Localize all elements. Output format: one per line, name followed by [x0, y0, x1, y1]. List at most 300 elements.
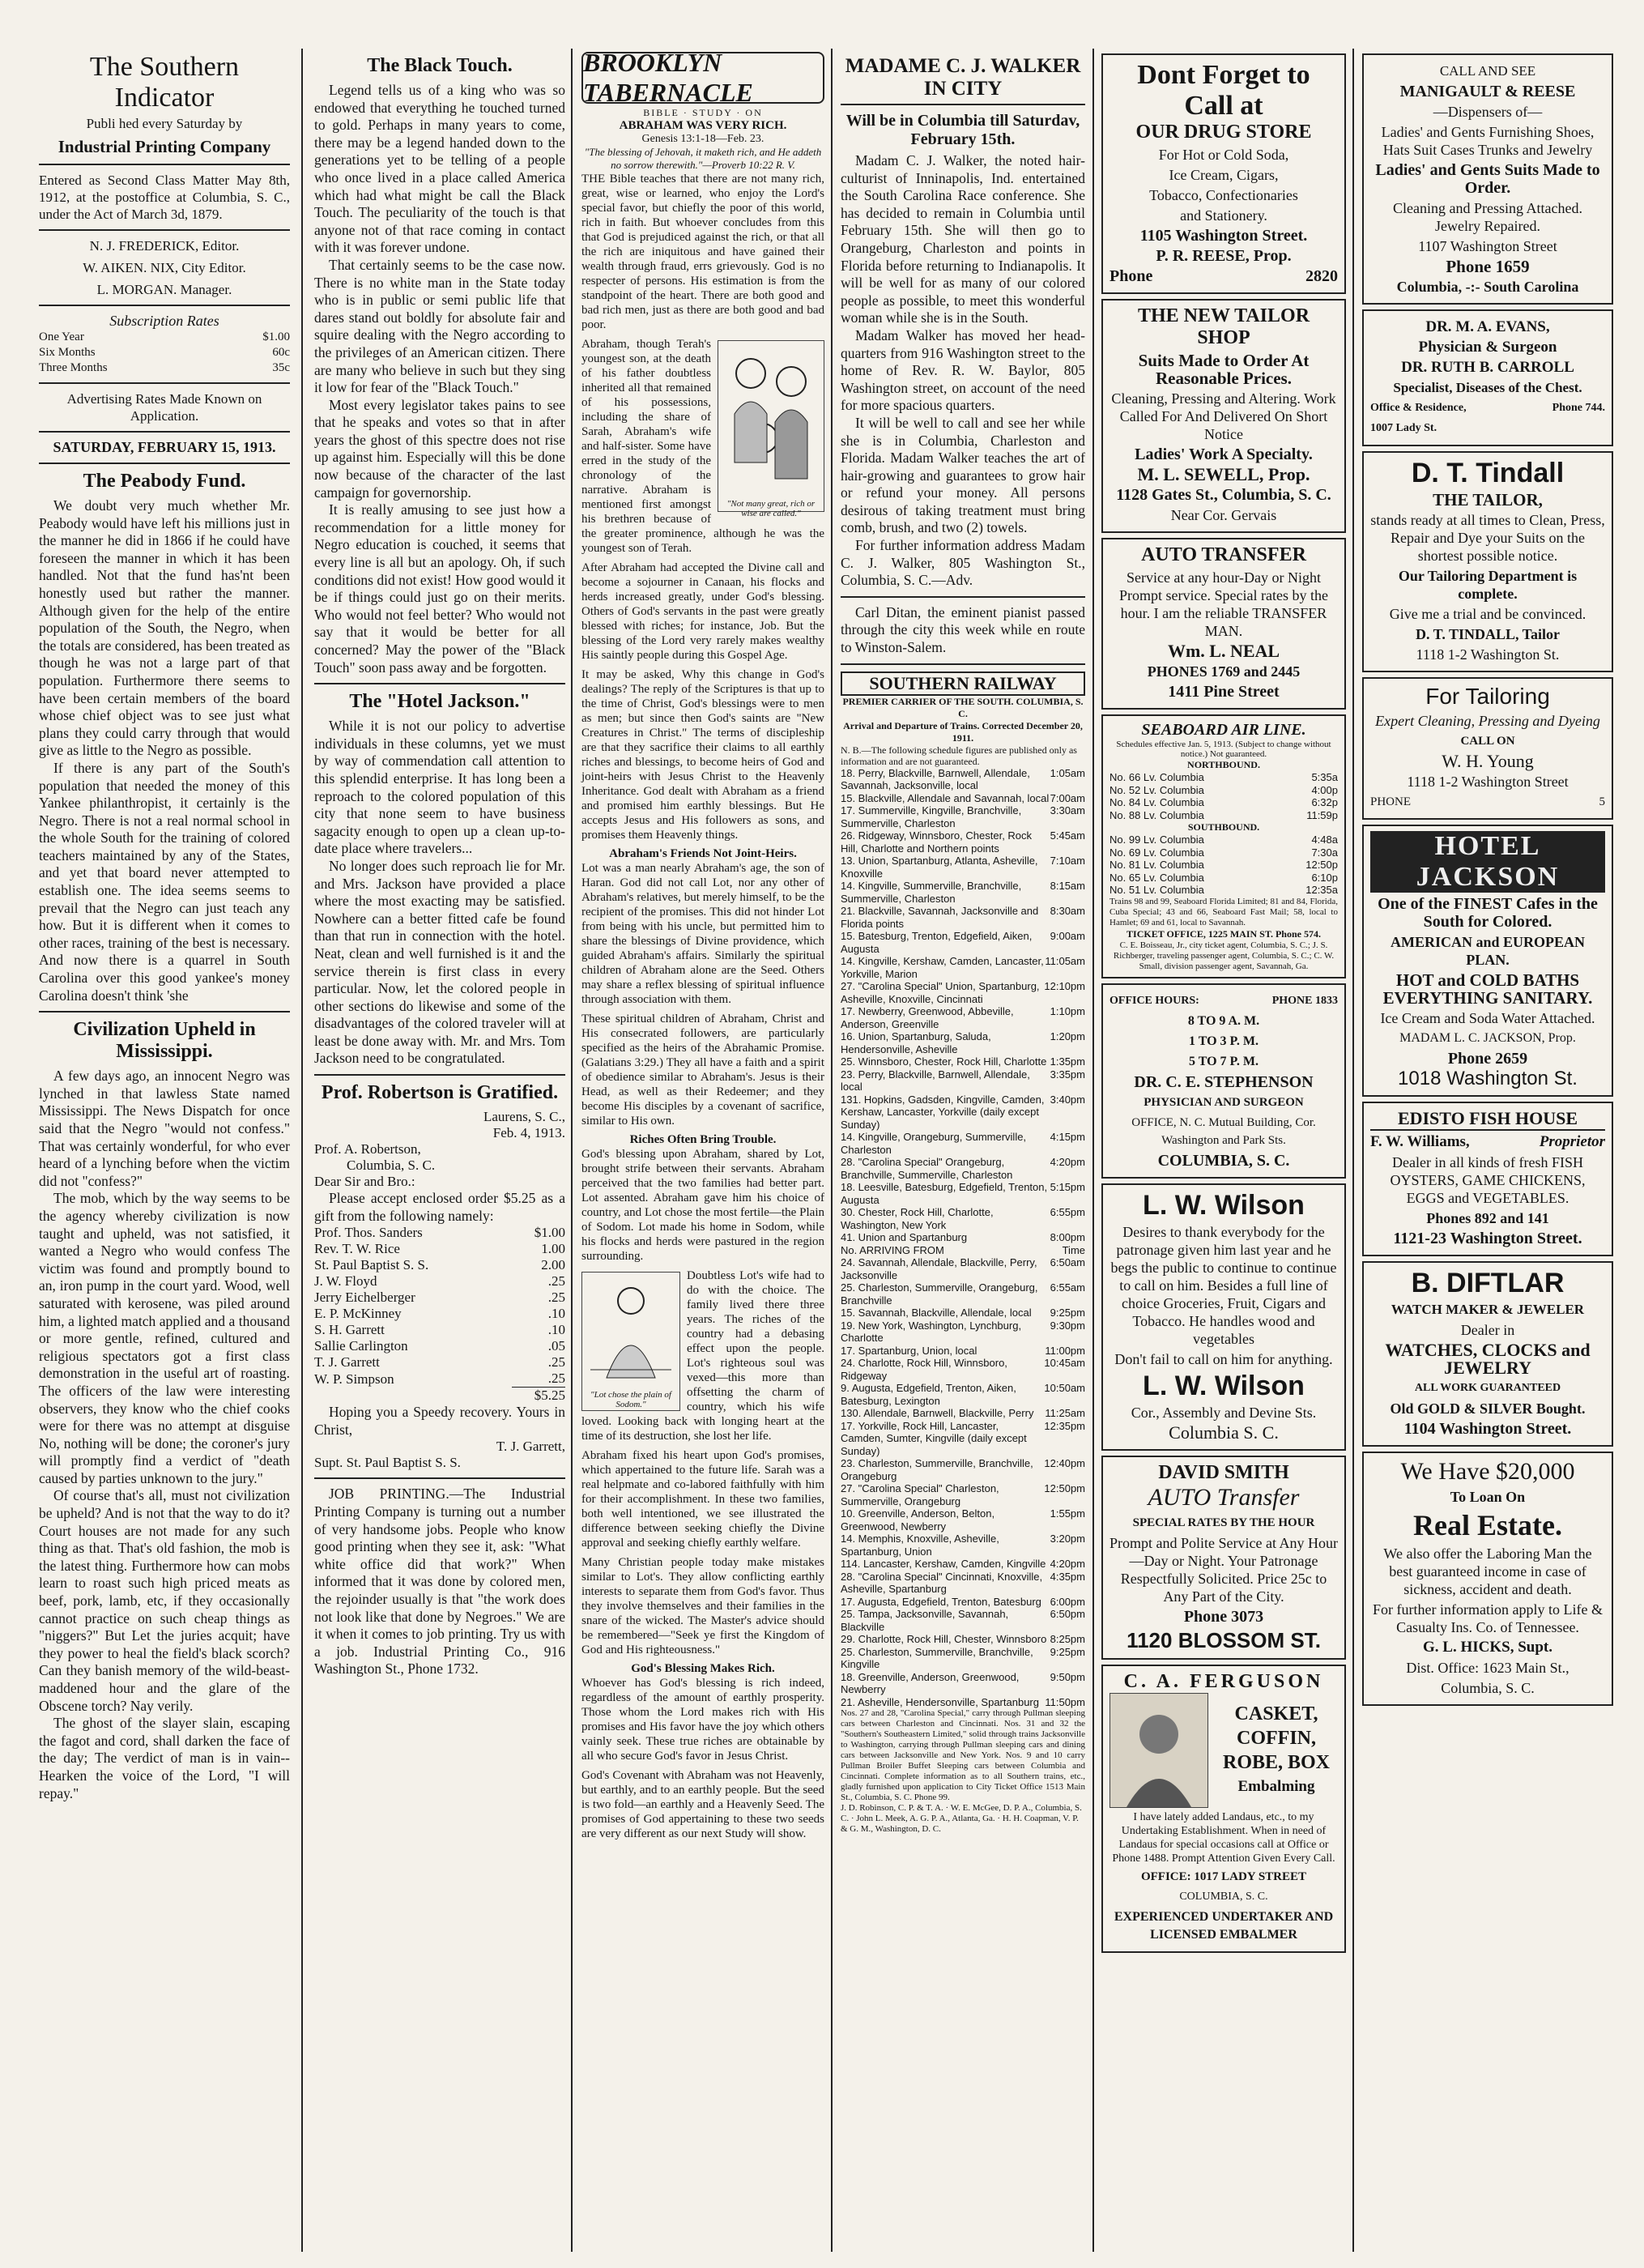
rates-title: Subscription Rates: [109, 313, 219, 329]
schedule-time: 1:10pm: [1050, 1005, 1085, 1018]
ad-line: CASKET,: [1234, 1703, 1318, 1724]
ad-headline: L. W. Wilson: [1143, 1370, 1305, 1401]
schedule-time: 12:35pm: [1044, 1419, 1085, 1432]
masthead-pub: Publi hed every Saturday by: [86, 116, 243, 131]
ad-address: 1104 Washington Street.: [1403, 1420, 1572, 1438]
illustration-figures: [718, 340, 824, 518]
illustration-caption: "Not many great, rich or wise are called.": [726, 499, 816, 518]
ad-line: Specialist, Diseases of the Chest.: [1393, 380, 1582, 395]
schedule-row: [841, 1696, 1085, 1709]
sermon-body: God's blessing upon Abraham, shared by Lot, brought strife between their servants. Abraham perceived that the two families had better part. Lot assented. Abraham gave him his choice of country, and Lot chose the most fertile—the Plain of Sodom. Lot made his home in Sodom, while his flocks and herds were pastured in the region surrounding.: [581, 1148, 824, 1263]
schedule-time: 7:30a: [1311, 846, 1338, 859]
schedule-destination: 25. Winnsboro, Chester, Rock Hill, Charlotte: [841, 1055, 1047, 1068]
column-rule: [301, 49, 303, 2252]
ad-line: stands ready at all times to Clean, Press, Repair and Dye your Suits on the shortest possible notice.: [1370, 512, 1605, 564]
schedule-time: 1:35pm: [1050, 1055, 1085, 1068]
schedule-time: 4:00p: [1311, 783, 1338, 796]
schedule-destination: 17. Spartanburg, Union, local: [841, 1344, 977, 1357]
schedule-row: [841, 905, 1085, 930]
schedule-row: [1109, 771, 1338, 784]
diftlar-ad: [1362, 1261, 1613, 1447]
schedule-destination: 21. Blackville, Savannah, Jacksonville and Florida points: [841, 905, 1039, 930]
ad-line: Ladies' Work A Specialty.: [1135, 446, 1313, 463]
schedule-row: [841, 1206, 1085, 1231]
ad-address: Cor., Assembly and Devine Sts.: [1131, 1404, 1317, 1421]
sermon-body: Many Christian people today make mistakes similar to Lot's. They allow conflicting earthly interests to separate them from God's favor. Thus they involve themselves and their families in the snare of the wicked. The Master's advice should be remembered—"Seek ye first the Kingdom of God and His righteousness.": [581, 1556, 824, 1656]
ad-line: CALL AND SEE: [1439, 63, 1536, 79]
drugstore-ad: [1101, 53, 1346, 294]
schedule-destination: 130. Allendale, Barnwell, Blackville, Perry: [841, 1407, 1034, 1420]
ad-subhead: Expert Cleaning, Pressing and Dyeing: [1375, 713, 1600, 729]
loan-ad: [1362, 1452, 1613, 1706]
ad-proprietor: M. L. SEWELL, Prop.: [1137, 464, 1310, 484]
editor-1: N. J. FREDERICK, Editor.: [89, 238, 240, 254]
schedule-destination: 16. Union, Spartanburg, Saluda, Hendersonville, Asheville: [841, 1030, 991, 1055]
sermon-body: Lot was a man nearly Abraham's age, the son of Haran. God did not call Lot, nor any other of Abraham's relatives, but merely himself, to be the recipient of the promises. This did not hinder Lot from being with his uncle, but permitted him to share the blessings of Divine providence, which guided Abraham's affairs. Similarly the spiritual children of Abraham alone are the Seed. Others may share a reflex blessing of spiritual influence through association with them.: [581, 862, 824, 1006]
donor-row: E. P. McKinney .10: [314, 1306, 565, 1322]
article-body: Madam Walker has moved her head-quarters from 916 Washington street to the home of Rev. R. W. Baylor, 805 Washington street, on account of the need for more spacious quarters.: [841, 326, 1085, 414]
schedule-row: [841, 1231, 1085, 1244]
schedule-time: 1:20pm: [1050, 1030, 1085, 1043]
ad-line: COFFIN,: [1237, 1727, 1316, 1749]
schedule-row: [841, 1357, 1085, 1382]
ad-phone: Phone 3073: [1183, 1607, 1264, 1626]
schedule-time: 10:50am: [1044, 1382, 1085, 1395]
donor-row: J. W. Floyd .25: [314, 1273, 565, 1290]
schedule-time: 6:10p: [1311, 871, 1338, 884]
schedule-row: [1109, 884, 1338, 897]
masthead-title: The Southern Indicator: [89, 52, 240, 113]
schedule-destination: 114. Lancaster, Kershaw, Camden, Kingville: [841, 1558, 1046, 1571]
ad-line: —Dispensers of—: [1433, 104, 1543, 120]
ad-line: Ladies' and Gents Furnishing Shoes, Hats Suit Cases Trunks and Jewelry: [1381, 124, 1595, 158]
rate-row: Three Months 35c: [39, 361, 290, 374]
ad-proprietor: DR. C. E. STEPHENSON: [1134, 1072, 1314, 1091]
schedule-row: [841, 1633, 1085, 1646]
schedule-row: [841, 1068, 1085, 1094]
article-body: The mob, which by the way seems to be the agency whereby civilization is now taught and upheld, was not satisfied, it wanted a Negro who would confess The victim was found and promptly bound to an, iron pump in the court yard. Wood, well saturated with kerosene, was piled around him, a lighted match applied and a thousand or more gentle, refined, cultured and religious spectators got a first class demonstration in the useful art of roasting. The officers of the law were interesting observers, they know who the chief cooks were for there was no attempt at disguise No, nothing will be done; the coroner's jury will promptly find a verdict of "death caused by parties unknown to the jury.": [39, 1190, 290, 1486]
article-body: Madam C. J. Walker, the noted hair-culturist of Inninapolis, Ind. entertained the South Carolina Race conference. She has decided to remain in Columbia until February 15th. She will then go to Orangeburg, Charleston and points in Florida before returning to Indianapolis. It will be well for as many of our colored people as possible, to meet this wonderful woman while she is in the South.: [841, 152, 1085, 326]
schedule-time: 8:00pm: [1050, 1231, 1085, 1244]
schedule-row: [841, 1608, 1085, 1633]
schedule-destination: 21. Asheville, Hendersonville, Spartanburg: [841, 1695, 1039, 1708]
schedule-time: 6:32p: [1311, 796, 1338, 808]
schedule-destination: 14. Kingville, Kershaw, Camden, Lancaster, Yorkville, Marion: [841, 955, 1044, 980]
schedule-destination: 17. Summerville, Kingville, Branchville, Summerville, Charleston: [841, 804, 1022, 829]
article-title: MADAME C. J. WALKER IN CITY: [841, 55, 1085, 105]
schedule-row: [841, 1005, 1085, 1030]
schedule-destination: 25. Charleston, Summerville, Orangeburg, Branchville: [841, 1281, 1038, 1307]
ad-proprietor: DR. M. A. EVANS,: [1425, 318, 1550, 335]
schedule-destination: No. ARRIVING FROM: [841, 1243, 944, 1256]
donor-row: W. P. Simpson .25: [314, 1371, 565, 1387]
schedule-row: [841, 804, 1085, 829]
tabernacle-header: BROOKLYN TABERNACLE: [581, 52, 824, 104]
schedule-time: 5:15pm: [1050, 1181, 1085, 1194]
schedule-time: 12:35a: [1305, 884, 1338, 896]
schedule-time: 12:10pm: [1044, 980, 1085, 993]
schedule-time: 9:25pm: [1050, 1645, 1085, 1658]
ad-line: To Loan On: [1450, 1489, 1526, 1505]
ad-address: 1118 1-2 Washington St.: [1416, 646, 1560, 663]
schedule-destination: 27. "Carolina Special" Union, Spartanburg, Asheville, Knoxville, Cincinnati: [841, 980, 1040, 1005]
ad-subhead: Real Estate.: [1413, 1509, 1562, 1541]
letter-close: Hoping you a Speedy recovery. Yours in Christ,: [314, 1404, 565, 1438]
ad-subhead: Suits Made to Order At Reasonable Prices.: [1138, 351, 1310, 388]
ad-line: Proprietor: [1539, 1133, 1605, 1150]
ad-headline: AUTO TRANSFER: [1141, 544, 1306, 565]
ad-proprietor: Wm. L. NEAL: [1167, 641, 1280, 661]
ad-line: Dealer in: [1460, 1322, 1515, 1338]
schedule-row: [841, 1420, 1085, 1458]
tabernacle-headline: ABRAHAM WAS VERY RICH.: [619, 119, 787, 132]
column-4: [833, 49, 1093, 2252]
schedule-row: [1109, 796, 1338, 809]
schedule-time: 4:20pm: [1050, 1558, 1085, 1571]
ad-headline: Call at: [1184, 91, 1263, 121]
ad-rates: Advertising Rates Made Known on Application.: [66, 391, 262, 424]
ad-line: I have lately added Landaus, etc., to my Undertaking Establishment. When in need of Landaus for special occasions call at Office or Phone 1488. Prompt Attention Given Every Call.: [1112, 1810, 1335, 1865]
ad-line: ALL WORK GUARANTEED: [1414, 1382, 1561, 1394]
sermon-body: THE Bible teaches that there are not many rich, great, wise or learned, who enjoy the Lord's special favor, but chiefly the poor of this world, rich in faith. But whoever concludes from this that God is prejudiced against the rich, or that all the rich are iniquitous and have gained their wealth through fraud, errs grievously. God is no respecter of persons. His estimation is from the standpoint of the heart. There are both good and bad rich men, just as there are both good and bad poor.: [581, 173, 824, 331]
schedule-row: [841, 1345, 1085, 1358]
sermon-body: Doubtless Lot's wife had to do with the choice. The family lived there three years. The riches of the country had a debasing effect upon the people. Lot's righteous soul was vexed—this more than offsetting the charm of country, which his wife loved. Looking back with longing heart at the time of its destruction, she lost her life.: [581, 1269, 824, 1443]
rate-row: Six Months 60c: [39, 346, 290, 359]
column-3: [573, 49, 833, 2252]
ad-subhead: WATCH MAKER & JEWELER: [1391, 1302, 1585, 1317]
stephenson-ad: [1101, 983, 1346, 1179]
schedule-time: 1:05am: [1050, 766, 1085, 779]
ad-line: AMERICAN and EUROPEAN PLAN.: [1390, 934, 1586, 968]
ad-proprietor: MADAM L. C. JACKSON, Prop.: [1399, 1031, 1576, 1045]
schedule-destination: 131. Hopkins, Gadsden, Kingville, Camden, Kershaw, Lancaster, Yorkville (daily except Sunday): [841, 1093, 1045, 1131]
schedule-time: 11:05am: [1045, 955, 1085, 968]
schedule-row: [841, 1671, 1085, 1696]
ad-headline: L. W. Wilson: [1143, 1189, 1305, 1221]
ad-line: Service at any hour-Day or Night Prompt service. Special rates by the hour. I am the reliable TRANSFER MAN.: [1119, 569, 1328, 639]
donor-row: T. J. Garrett .25: [314, 1354, 565, 1371]
schedule-destination: 17. Newberry, Greenwood, Abbeville, Anderson, Greenville: [841, 1005, 1014, 1030]
letter-to: Prof. A. Robertson,: [314, 1141, 421, 1157]
schedule-row: [1109, 784, 1338, 797]
ad-line: 1 TO 3 P. M.: [1189, 1034, 1259, 1048]
portrait-icon: [1109, 1693, 1208, 1808]
ad-headline: D. T. Tindall: [1411, 458, 1565, 488]
ad-line: Desires to thank everybody for the patronage given him last year and he begs the public to continue to continue to call on him. Besides a full line of choice Groceries, Fruit, Cigars and Tobacco. He handles wood and vegetables: [1110, 1223, 1337, 1347]
phone-label: Phone: [1109, 267, 1153, 285]
ad-phone: Phone 2659: [1447, 1050, 1528, 1068]
ad-line: SOUTHBOUND.: [1187, 821, 1260, 833]
letter-date: Feb. 4, 1913.: [492, 1125, 565, 1141]
ad-proprietor: F. W. Williams,: [1370, 1133, 1470, 1150]
sermon-body: Abraham, though Terah's youngest son, at the death of his father doubtless inherited all that remained of his possessions, including the share of Sarah, Abraham's wife and half-sister. Some have erred in the study of the chronology of the narrative. Abraham is mentioned first amongst his brethren because of the greater prominence, although he was the youngest son of Terah.: [581, 338, 824, 555]
sermon-body: Whoever has God's blessing is rich indeed, regardless of the amount of earthly prosperity. Those whom the Lord makes rich with His promises and His favor have the joy which others vainly seek. These true riches are obtainable by all who secure God's favor in Jesus Christ.: [581, 1677, 824, 1763]
donor-row: St. Paul Baptist S. S. 2.00: [314, 1257, 565, 1273]
schedule-row: [841, 1571, 1085, 1596]
ferguson-ad: [1101, 1665, 1346, 1953]
ad-address: 1120 BLOSSOM ST.: [1127, 1627, 1321, 1652]
job-printing-notice: JOB PRINTING.—The Industrial Printing Company is turning out a number of very handsome jobs. People who know good printing when they see it, ask: "What white office did that work?" When informed that it was done by colored men, the rejoinder usually is that "the work does not look like that done by Negroes." We are it when it comes to job printing. Try us with a job. Industrial Printing Co., 916 Washington St., Phone 1732.: [314, 1486, 565, 1678]
sermon-subhead: God's Blessing Makes Rich.: [631, 1662, 775, 1675]
ad-proprietor: G. L. HICKS, Supt.: [1423, 1639, 1552, 1656]
schedule-time: 11:59p: [1306, 808, 1338, 821]
ad-subhead: OUR DRUG STORE: [1135, 122, 1312, 143]
ad-line: EXPERIENCED UNDERTAKER AND LICENSED EMBALMER: [1114, 1909, 1334, 1942]
ad-address: 1107 Washington Street: [1418, 238, 1557, 254]
ad-line: Ice Cream and Soda Water Attached.: [1380, 1010, 1595, 1026]
schedule-time: 7:00am: [1050, 791, 1085, 804]
donor-row: S. H. Garrett .10: [314, 1322, 565, 1338]
sermon-body: After Abraham had accepted the Divine call and become a sojourner in Canaan, his flocks and herds increased greatly, under God's blessing. Others of God's servants in the past were greatly blessed with riches; for instance, Job. But the blessing of the Lord very rarely makes wealthy His saintly people during this Gospel Age.: [581, 561, 824, 662]
schedule-time: 7:10am: [1050, 855, 1085, 868]
illustration-lot: [581, 1272, 680, 1411]
schedule-destination: 23. Charleston, Summerville, Branchville, Orangeburg: [841, 1457, 1033, 1482]
schedule-time: 8:15am: [1050, 880, 1085, 893]
seaboard-ad: [1101, 714, 1346, 978]
column-1: [31, 49, 298, 2252]
letter-salutation: Dear Sir and Bro.:: [314, 1174, 415, 1190]
schedule-destination: No. 81 Lv. Columbia: [1109, 859, 1204, 871]
ad-line: Old GOLD & SILVER Bought.: [1390, 1400, 1586, 1417]
schedule-time: 3:30am: [1050, 804, 1085, 817]
schedule-row: [1109, 846, 1338, 859]
young-ad: [1362, 677, 1613, 820]
schedule-time: 10:45am: [1044, 1357, 1085, 1370]
schedule-row: [841, 1256, 1085, 1281]
ad-line: 8 TO 9 A. M.: [1187, 1013, 1260, 1028]
wilson-ad: [1101, 1183, 1346, 1451]
article-body: Most every legislator takes pains to see that he speaks and votes so that in after years the ghost of this spectre does not rise up against him. Especially will this be done now because of the character of the last campaign for governorship.: [314, 396, 565, 501]
issue-date: SATURDAY, FEBRUARY 15, 1913.: [53, 439, 276, 455]
schedule-time: 9:30pm: [1050, 1319, 1085, 1332]
ad-line: Dealer in all kinds of fresh FISH OYSTERS, GAME CHICKENS, EGGS and VEGETABLES.: [1390, 1154, 1586, 1206]
schedule-time: 6:00pm: [1050, 1595, 1085, 1608]
schedule-destination: 19. New York, Washington, Lynchburg, Charlotte: [841, 1319, 1022, 1345]
sermon-body: God's Covenant with Abraham was not Heavenly, but earthly, and to an earthly people. But the seed is two fold—an earthly and a Heavenly Seed. The promises of God appertaining to these two seeds are very different as our next Study will show.: [581, 1769, 824, 1840]
letter-sign-title: Supt. St. Paul Baptist S. S.: [314, 1455, 461, 1471]
schedule-row: [841, 1055, 1085, 1068]
editor-3: L. MORGAN. Manager.: [96, 282, 232, 297]
schedule-row: [841, 1533, 1085, 1558]
letter-sign: T. J. Garrett,: [496, 1439, 565, 1455]
illustration-caption: "Lot chose the plain of Sodom.": [590, 1390, 671, 1409]
ad-headline: For Tailoring: [1425, 684, 1550, 709]
schedule-destination: 41. Union and Spartanburg: [841, 1231, 968, 1244]
ad-line: Office & Residence,: [1370, 402, 1467, 414]
ad-line: Our Tailoring Department is complete.: [1398, 568, 1578, 602]
schedule-destination: 25. Tampa, Jacksonville, Savannah, Blackville: [841, 1608, 1009, 1633]
article-body: Legend tells us of a king who was so endowed that everything he touched turned to gold. Perhaps in many years to come, there may be a legend handed down to the generations yet to be telling of a people who once lived in a place called America which had what might be call the Black Touch. The peculiarity of the touch is that anyone not of that race coming in contact with it was forever undone.: [314, 82, 565, 256]
donor-row: Rev. T. W. Rice 1.00: [314, 1241, 565, 1257]
schedule-destination: 14. Kingville, Summerville, Branchville, Summerville, Charleston: [841, 880, 1022, 905]
schedule-destination: 28. "Carolina Special" Cincinnati, Knoxville, Asheville, Spartanburg: [841, 1570, 1043, 1596]
schedule-row: [841, 1307, 1085, 1319]
schedule-row: [841, 1382, 1085, 1407]
ad-line: COLUMBIA, S. C.: [1179, 1890, 1268, 1903]
article-body: The ghost of the slayer slain, escaping the fagot and cord, shall darken the face of the day; The verdict of man is in vain--Hearken the voice of the Lord, "I will repay.": [39, 1715, 290, 1801]
article-body: Of course that's all, must not civilization be upheld? And is not that the way to do it? Court houses are not made for any such thing as that. That's old fashion, the mob is the latest thing. Furthermore how can mobs learn to roast such high priced meats as beef, pork, lamb, etc, if they occasionally cannot practice on such cheap things as "niggers?" But Let the juries acquit; have they power to heal the field's black scorch? Can they banish memory of the wild-beast-maddened hour and the glare of the Obscene torch? Nay verily.: [39, 1487, 290, 1714]
edisto-ad: [1362, 1102, 1613, 1256]
ad-line: Cleaning, Pressing and Altering. Work Called For And Delivered On Short Notice: [1111, 390, 1336, 442]
schedule-row: [841, 980, 1085, 1005]
schedule-row: [841, 930, 1085, 955]
railway-foot: Nos. 27 and 28, "Carolina Special," carry through Pullman sleeping cars between Charleston and Cincinnati. Nos. 31 and 32 the "Southern's Southeastern Limited," solid through trains Jacksonville to Washington, carrying through Pullman sleeping cars and dining cars between Jacksonville and New York. Nos. 9 and 10 carry Pullman Broiler Buffet Sleeping cars between Columbia and Cincinnati. Complete information as to all Southern trains, etc., gladly furnished upon application to City Ticket Office 1513 Main St., Columbia, S. C. Phone 99.: [841, 1708, 1085, 1803]
ad-headline: SEABOARD AIR LINE.: [1141, 721, 1306, 739]
article-body: If there is any part of the South's population that needed the money of this Yankee philanthropist, it certainly is the Negro. There is not a real normal school in the whole South for the training of colored teachers maintained by any of the States, and yet that board never attempted to establish one. The idea seems seems to prevail that the Negro can just teach any how. But it is different when it comes to other races, training of the best is necessary. And now there is a quarrel in South Carolina over this good yankee's money Carolina doesn't think 'she: [39, 759, 290, 1004]
schedule-destination: No. 65 Lv. Columbia: [1109, 871, 1204, 884]
ad-line: Near Cor. Gervais: [1170, 507, 1277, 523]
ad-line: Schedules effective Jan. 5, 1913. (Subject to change without notice.) Not guaranteed.: [1116, 740, 1331, 759]
seaboard-northbound: [1109, 771, 1338, 821]
ad-headline: DAVID SMITH: [1158, 1461, 1289, 1483]
railway-agents: J. D. Robinson, C. P. & T. A. · W. E. McGee, D. P. A., Columbia, S. C. · John L. Meek, A. G. P. A., Atlanta, Ga. · H. H. Coapman, V. P. & G. M., Washington, D. C.: [841, 1803, 1082, 1835]
schedule-row: [841, 1094, 1085, 1132]
article-body: That certainly seems to be the case now. There is no white man in the State today who is in public or semi public life that dares stand out boldly for absolute fair and squire dealing with the Negro according to the privileges of an American citizen. There are many who believe in such but they sing it low for fear of the "Black Touch.": [314, 256, 565, 396]
schedule-destination: 9. Augusta, Edgefield, Trenton, Aiken, Batesburg, Lexington: [841, 1382, 1016, 1407]
ad-line: HOT and COLD BATHS EVERYTHING SANITARY.: [1382, 970, 1593, 1008]
sermon-body: It may be asked, Why this change in God's dealings? The reply of the Scriptures is that up to the time of Christ, God's blessings were to men as men; but since then God's saints are "New Creatures in Christ." The terms of discipleship are that they sacrifice their claims to all earthly riches and blessings, to become heirs of God and joint-heirs with Jesus Christ to the Heavenly Inheritance. God dealt with Abraham as a friend and promised him earthly blessings. But He accepts Jesus and His followers as sons, and promises them Heavenly things.: [581, 668, 824, 842]
ad-line: COLUMBIA, S. C.: [1157, 1151, 1290, 1170]
hotel-jackson-ad: [1362, 825, 1613, 1097]
ad-phone: Phones 892 and 141: [1426, 1210, 1549, 1226]
schedule-destination: 26. Ridgeway, Winnsboro, Chester, Rock Hill, Charlotte and Northern points: [841, 829, 1033, 855]
schedule-time: 9:50pm: [1050, 1670, 1085, 1683]
rates-list: [39, 330, 290, 376]
railway-title: SOUTHERN RAILWAY: [841, 671, 1085, 696]
ad-subhead: THE TAILOR,: [1433, 490, 1543, 509]
railway-sub: PREMIER CARRIER OF THE SOUTH. COLUMBIA, S. C.: [842, 695, 1084, 719]
ad-address: 1105 Washington Street.: [1139, 227, 1308, 245]
lot-illustration-icon: [582, 1273, 679, 1386]
donor-total: $5.25: [314, 1388, 565, 1405]
article-body: A few days ago, an innocent Negro was lynched in that lawless State named Mississippi. The News Dispatch for once said that the Negro "would not confess." That was certainly wonderful, for who ever heard of a lynching before when the victim did not "confess?": [39, 1068, 290, 1189]
letter-place: Laurens, S. C.,: [483, 1109, 565, 1125]
ad-subhead: AUTO Transfer: [1148, 1483, 1300, 1511]
letter-city: Columbia, S. C.: [347, 1157, 436, 1174]
schedule-destination: 15. Savannah, Blackville, Allendale, local: [841, 1307, 1032, 1319]
ad-line: We also offer the Laboring Man the best guaranteed income in case of sickness, accident and death.: [1383, 1545, 1592, 1597]
schedule-time: 4:20pm: [1050, 1156, 1085, 1169]
ad-line: One of the FINEST Cafes in the South for Colored.: [1378, 895, 1598, 931]
ad-line: 5 TO 7 P. M.: [1189, 1054, 1259, 1068]
article-title: Prof. Robertson is Gratified.: [321, 1082, 559, 1104]
ad-line: Ice Cream, Cigars,: [1169, 167, 1279, 183]
article-body: We doubt very much whether Mr. Peabody would have left his millions just in the manner he did in 1866 if he could have foreseen the manner in which it has been handled. Not that the fund has'nt been honestly used but rather the manner. Although given for the help of the entire population of the South, the Negro, when the totals are considered, has been treated as though he was not a large part of that population. Furthermore there seems to have been certain members of the board whose chief object was to see just what plans they could carry through that would give as little to the Negro as possible.: [39, 497, 291, 759]
auto-transfer-ad: [1101, 538, 1346, 710]
schedule-row: [841, 792, 1085, 805]
schedule-time: 6:55am: [1050, 1281, 1085, 1294]
masthead-company: Industrial Printing Company: [57, 137, 271, 156]
ad-line: SPECIAL RATES BY THE HOUR: [1132, 1516, 1315, 1529]
schedule-row: [841, 1319, 1085, 1345]
phone-number: 5: [1599, 795, 1605, 808]
schedule-destination: 28. "Carolina Special" Orangeburg, Branchville, Summerville, Charleston: [841, 1156, 1013, 1181]
schedule-destination: No. 51 Lv. Columbia: [1109, 884, 1204, 896]
ad-address: OFFICE, N. C. Mutual Building, Cor. Washington and Park Sts.: [1131, 1115, 1316, 1147]
ad-proprietor: DR. RUTH B. CARROLL: [1401, 359, 1574, 376]
ad-address: 1121-23 Washington Street.: [1393, 1230, 1582, 1247]
ad-line: and Stationery.: [1180, 207, 1267, 224]
schedule-row: [841, 1407, 1085, 1420]
tailor-shop-ad: [1101, 299, 1346, 533]
ad-line: Tobacco, Confectionaries: [1149, 187, 1298, 203]
schedule-row: [841, 1507, 1085, 1533]
schedule-time: 9:00am: [1050, 930, 1085, 943]
schedule-row: [841, 1596, 1085, 1609]
ad-line: Embalming: [1237, 1777, 1315, 1795]
ad-phone: Phone 1659: [1446, 257, 1530, 276]
schedule-time: 3:20pm: [1050, 1533, 1085, 1545]
schedule-row: [841, 1281, 1085, 1307]
tabernacle-motto: "The blessing of Jehovah, it maketh rich, and He addeth no sorrow therewith."—Proverb 10:22 R. V.: [584, 146, 822, 171]
ad-line: C. E. Boisseau, Jr., city ticket agent, Columbia, S. C.; J. S. Richberger, traveling passenger agent, Columbia, S. C.; C. W. Small, division passenger agent, Savannah, Ga.: [1113, 940, 1335, 971]
schedule-row: [1109, 859, 1338, 872]
editor-2: W. AIKEN. NIX, City Editor.: [83, 260, 246, 275]
schedule-row: [841, 1244, 1085, 1257]
schedule-row: [841, 1482, 1085, 1507]
schedule-time: 1:55pm: [1050, 1507, 1085, 1520]
article-title: The "Hotel Jackson.": [349, 691, 530, 713]
ad-line: ROBE, BOX: [1222, 1751, 1331, 1773]
ad-headline: EDISTO FISH HOUSE: [1370, 1108, 1605, 1131]
schedule-time: 5:35a: [1311, 771, 1338, 783]
schedule-destination: 18. Greenville, Anderson, Greenwood, Newberry: [841, 1670, 1020, 1696]
schedule-time: 12:40pm: [1044, 1457, 1085, 1470]
column-6: [1354, 49, 1621, 2252]
schedule-time: 6:55pm: [1050, 1206, 1085, 1219]
ad-address: 1018 Washington St.: [1398, 1068, 1578, 1089]
schedule-row: [1109, 809, 1338, 822]
schedule-time: 11:50pm: [1045, 1695, 1085, 1708]
article-title: The Black Touch.: [367, 55, 513, 76]
schedule-destination: 13. Union, Spartanburg, Atlanta, Asheville, Knoxville: [841, 855, 1038, 880]
news-item: Carl Ditan, the eminent pianist passed through the city this week while en route to Winston-Salem.: [841, 603, 1085, 656]
schedule-row: [841, 955, 1085, 980]
ad-line: Columbia S. C.: [1169, 1422, 1279, 1443]
ad-address: 1118 1-2 Washington Street: [1407, 774, 1569, 790]
evans-ad: [1362, 309, 1613, 446]
ad-proprietor: D. T. TINDALL, Tailor: [1415, 626, 1561, 642]
ad-line: For Hot or Cold Soda,: [1158, 147, 1289, 163]
ad-line: OFFICE HOURS:: [1109, 994, 1199, 1007]
schedule-time: 12:50pm: [1044, 1482, 1085, 1495]
schedule-row: [841, 1181, 1085, 1206]
donor-table: [314, 1225, 565, 1404]
schedule-row: [841, 829, 1085, 855]
ad-headline: We Have $20,000: [1400, 1458, 1575, 1485]
schedule-row: [841, 1457, 1085, 1482]
ad-phone: PHONE 1833: [1271, 994, 1338, 1007]
schedule-row: [841, 1558, 1085, 1571]
schedule-destination: 10. Greenville, Anderson, Belton, Greenwood, Newberry: [841, 1507, 995, 1533]
ad-line: TICKET OFFICE, 1225 MAIN ST. Phone 574.: [1127, 927, 1321, 940]
column-5: [1093, 49, 1354, 2252]
schedule-time: 8:30am: [1050, 905, 1085, 918]
schedule-destination: 27. "Carolina Special" Charleston, Summerville, Orangeburg: [841, 1482, 999, 1507]
ad-line: Give me a trial and be convinced.: [1389, 606, 1587, 622]
ad-headline: HOTEL JACKSON: [1370, 831, 1605, 893]
schedule-time: 6:50am: [1050, 1256, 1085, 1269]
schedule-time: 11:00pm: [1045, 1344, 1085, 1357]
ad-proprietor: W. H. Young: [1442, 751, 1534, 771]
schedule-destination: 18. Perry, Blackville, Barnwell, Allendale, Savannah, Jacksonville, local: [841, 766, 1030, 792]
article-body: It is really amusing to see just how a recommendation for a little money for Negro education is couched, it seems that every line is all but an apology. Oh, if such conditions did not exist! How good would it be if things could just go on their merits. Who would not feel better? Who would not say that it would be better for all concerned? May the power of the "Black Touch" soon pass away and be forgotten.: [314, 501, 565, 676]
ad-address: 1411 Pine Street: [1168, 683, 1280, 701]
article-title: The Peabody Fund.: [83, 471, 246, 492]
donor-row: Prof. Thos. Sanders $1.00: [314, 1225, 565, 1241]
tindall-ad: [1362, 451, 1613, 672]
schedule-destination: 15. Blackville, Allendale and Savannah, local: [841, 791, 1050, 804]
